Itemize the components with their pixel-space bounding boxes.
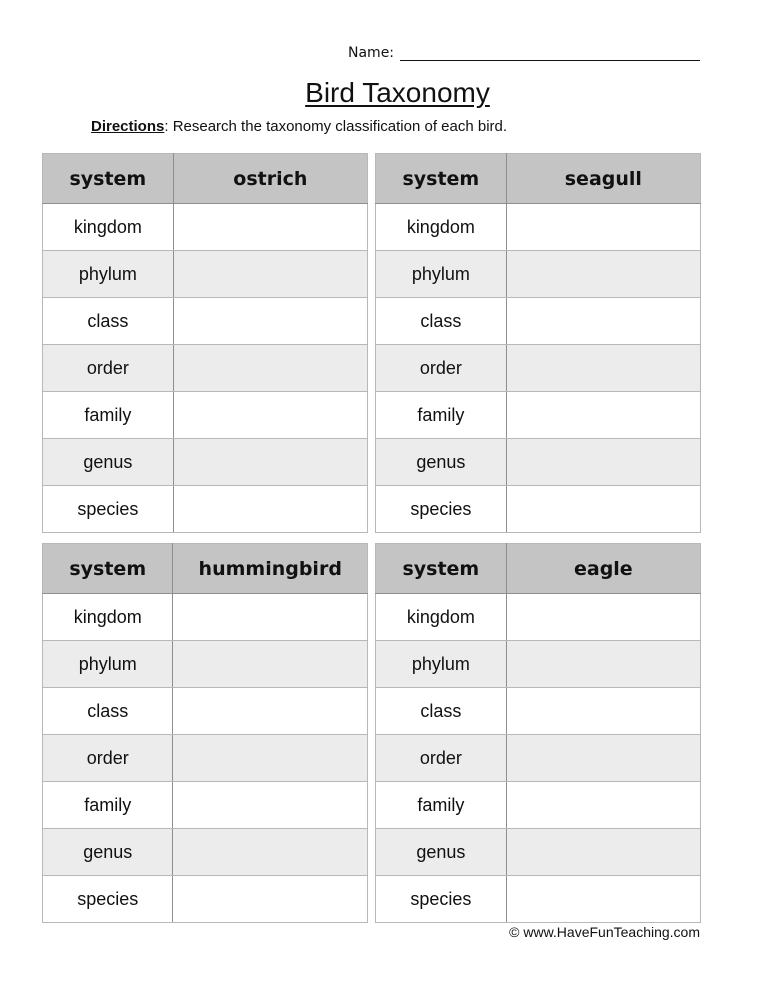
table-row [43,392,368,439]
table-row [43,251,368,298]
table-row [376,876,701,923]
table-header-row [376,544,701,594]
header-system: system [376,544,507,594]
answer-cell[interactable] [173,298,367,345]
table-row [376,392,701,439]
table-header-row [43,154,368,204]
rank-label: species [43,486,174,533]
table-row [376,439,701,486]
rank-label: class [376,298,507,345]
header-bird-name: ostrich [173,154,367,204]
answer-cell[interactable] [506,298,700,345]
directions [91,118,507,135]
table-row [43,298,368,345]
directions-label: Directions [91,118,165,135]
table-row [43,204,368,251]
table-row [376,641,701,688]
answer-cell[interactable] [506,251,700,298]
rank-label: genus [376,439,507,486]
table-row [43,345,368,392]
answer-cell[interactable] [173,641,368,688]
header-system: system [376,154,507,204]
header-system: system [43,154,174,204]
answer-cell[interactable] [173,594,368,641]
rank-label: family [43,782,173,829]
rank-label: species [376,876,507,923]
rank-label: family [376,392,507,439]
answer-cell[interactable] [506,688,700,735]
rank-label: order [43,345,174,392]
rank-label: class [43,298,174,345]
table-header-row [376,154,701,204]
taxonomy-table-ostrich [42,153,368,533]
answer-cell[interactable] [506,345,700,392]
table-row [376,486,701,533]
table-row [43,486,368,533]
answer-cell[interactable] [506,641,700,688]
answer-cell[interactable] [506,439,700,486]
rank-label: kingdom [43,594,173,641]
rank-label: class [43,688,173,735]
answer-cell[interactable] [173,486,367,533]
rank-label: genus [43,439,174,486]
answer-cell[interactable] [506,204,700,251]
header-bird-name: eagle [506,544,700,594]
rank-label: genus [43,829,173,876]
table-row [376,735,701,782]
answer-cell[interactable] [506,829,700,876]
answer-cell[interactable] [173,829,368,876]
table-row [43,829,368,876]
header-bird-name: hummingbird [173,544,368,594]
answer-cell[interactable] [173,392,367,439]
taxonomy-table-seagull [375,153,701,533]
answer-cell[interactable] [173,439,367,486]
page-title: Bird Taxonomy [305,77,490,108]
rank-label: species [376,486,507,533]
answer-cell[interactable] [506,782,700,829]
answer-cell[interactable] [173,345,367,392]
directions-text: : Research the taxonomy classification of each bird. [164,118,508,135]
answer-cell[interactable] [506,876,700,923]
answer-cell[interactable] [173,688,368,735]
table-row [376,594,701,641]
rank-label: species [43,876,173,923]
header-bird-name: seagull [506,154,700,204]
table-row [376,298,701,345]
rank-label: kingdom [43,204,174,251]
name-label: Name: [348,45,395,61]
name-blank-line[interactable] [400,44,700,61]
rank-label: genus [376,829,507,876]
answer-cell[interactable] [173,735,368,782]
rank-label: phylum [376,641,507,688]
rank-label: order [376,735,507,782]
rank-label: family [376,782,507,829]
answer-cell[interactable] [173,876,368,923]
answer-cell[interactable] [173,782,368,829]
answer-cell[interactable] [506,594,700,641]
taxonomy-table-eagle [375,543,701,923]
table-row [376,688,701,735]
table-row [43,688,368,735]
table-row [43,439,368,486]
rank-label: order [43,735,173,782]
rank-label: kingdom [376,204,507,251]
table-row [43,735,368,782]
table-row [376,204,701,251]
rank-label: phylum [43,251,174,298]
rank-label: phylum [43,641,173,688]
rank-label: family [43,392,174,439]
table-row [376,251,701,298]
table-row [43,782,368,829]
copyright-footer: © www.HaveFunTeaching.com [509,924,700,940]
table-row [43,594,368,641]
answer-cell[interactable] [173,251,367,298]
answer-cell[interactable] [173,204,367,251]
table-row [43,641,368,688]
table-row [376,345,701,392]
answer-cell[interactable] [506,486,700,533]
name-field [348,44,700,61]
table-row [376,782,701,829]
answer-cell[interactable] [506,735,700,782]
rank-label: class [376,688,507,735]
answer-cell[interactable] [506,392,700,439]
rank-label: order [376,345,507,392]
rank-label: phylum [376,251,507,298]
taxonomy-table-hummingbird [42,543,368,923]
header-system: system [43,544,173,594]
table-header-row [43,544,368,594]
table-row [43,876,368,923]
rank-label: kingdom [376,594,507,641]
table-row [376,829,701,876]
